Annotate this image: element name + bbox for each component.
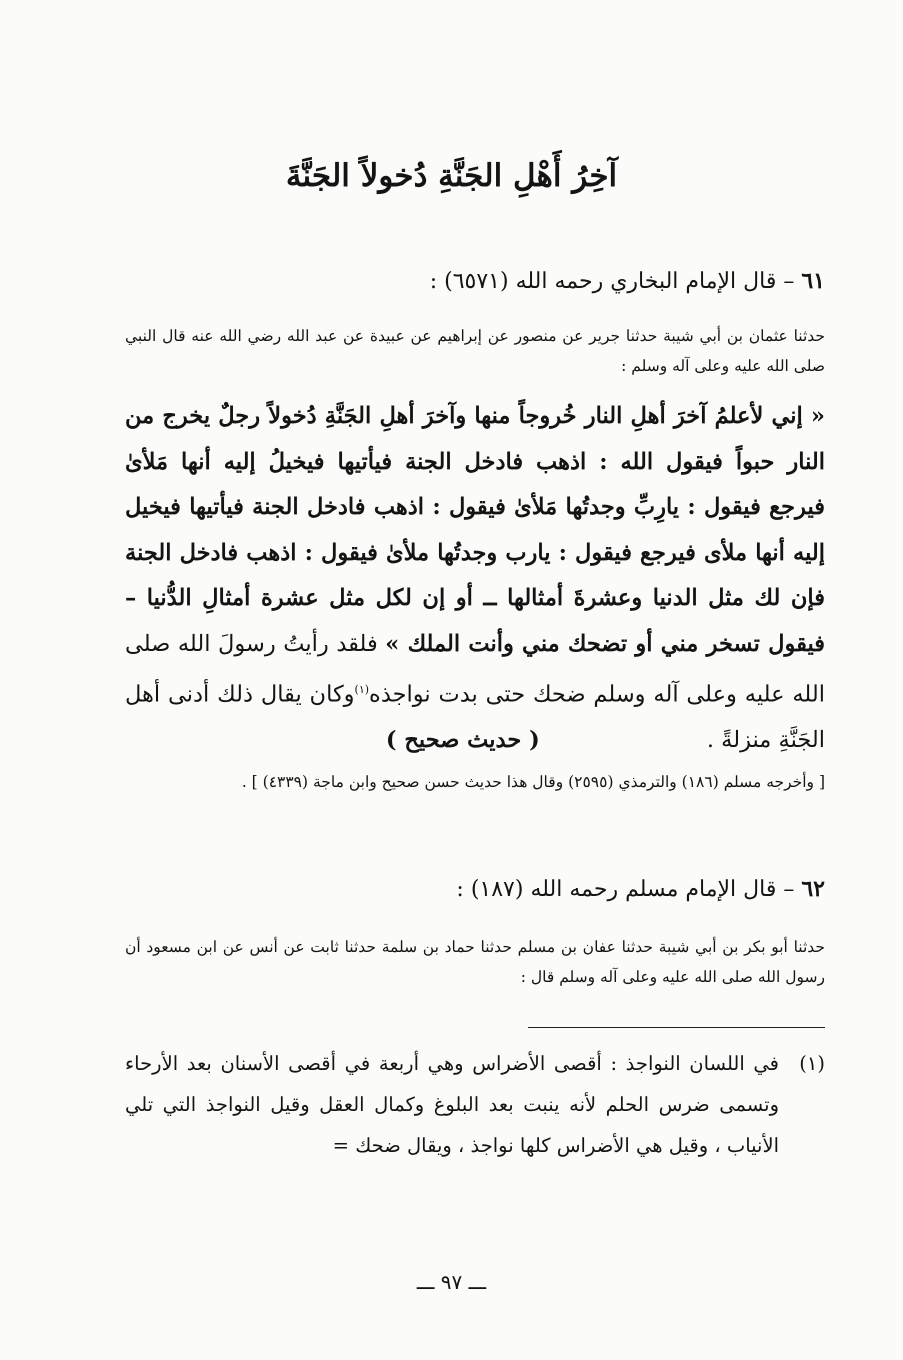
footnote	[125, 1043, 825, 1166]
hadith-61-narration: فلقد رأيتُ رسولَ الله صلى الله عليه وعلى آله وسلم ضحك حتى بدت نواجذه	[125, 630, 825, 708]
page-number: ـــ ٩٧ ـــ	[416, 1270, 487, 1294]
hadith-62-isnad: حدثنا أبو بكر بن أبي شيبة حدثنا عفان بن مسلم حدثنا حماد بن سلمة حدثنا ثابت عن أنس عن ابن مسعود أن رسول الله صلى الله عليه وعلى آله وسلم قال :	[125, 938, 825, 986]
footnote-text: في اللسان النواجذ : أقصى الأضراس وهي أربعة في أقصى الأسنان بعد الأرحاء وتسمى ضرس الحلم لأنه ينبت بعد البلوغ وكمال العقل وقيل النواجذ التي تلي الأنياب ، وقيل هي الأضراس كلها نواجذ ، ويقال ضحك =	[125, 1052, 779, 1157]
footnote-separator	[528, 1027, 825, 1028]
hadith-61-number: ٦١	[801, 268, 825, 294]
hadith-61-grade: ( حديث صحيح )	[385, 727, 540, 753]
hadith-62-number: ٦٢	[801, 876, 825, 902]
hadith-61-takhrij: [ وأخرجه مسلم (١٨٦) والترمذي (٢٥٩٥) وقال هذا حديث حسن صحيح وابن ماجة (٤٣٣٩) ] .	[241, 773, 825, 791]
hadith-62-heading-text: – قال الإمام مسلم رحمه الله (١٨٧) :	[456, 877, 795, 902]
hadith-61-isnad: حدثنا عثمان بن أبي شيبة حدثنا جرير عن منصور عن إبراهيم عن عبيدة عن عبد الله رضي الله عنه قال النبي صلى الله عليه وعلى آله وسلم :	[125, 327, 825, 375]
hadith-62-heading	[456, 876, 825, 902]
hadith-61-matn: « إني لأعلمُ آخرَ أهلِ النار خُروجاً منها وآخرَ أهلِ الجَنَّةِ دُخولاً رجلٌ يخرج من النار حبواً فيقول الله : اذهب فادخل الجنة فيأتيها فيخيلُ إليه أنها مَلأىٰ فيرجع فيقول : يارِبِّ وجدتُها مَلأىٰ فيقول : اذهب فادخل الجنة فيأتيها فيخيل إليه أنها ملأى فيرجع فيقول : يارب وجدتُها ملأىٰ فيقول : اذهب فادخل الجنة فإن لك مثل الدنيا وعشرةَ أمثالها ــ أو إن لكل مثل عشرة أمثالِ الدُّنيا – فيقول تسخر مني أو تضحك مني وأنت الملك »	[125, 403, 825, 657]
hadith-61-body	[125, 394, 825, 764]
hadith-61-heading	[430, 268, 825, 294]
footnote-reference[interactable]: (١)	[354, 683, 370, 696]
footnote-marker: (١)	[799, 1052, 825, 1075]
hadith-61-heading-text: – قال الإمام البخاري رحمه الله (٦٥٧١) :	[429, 269, 795, 294]
hadith-61-narration-end: وكان يقال ذلك أدنى أهل الجَنَّةِ منزلةً .	[125, 681, 825, 753]
chapter-title: آخِرُ أَهْلِ الجَنَّةِ دُخولاً الجَنَّةَ	[285, 158, 618, 194]
